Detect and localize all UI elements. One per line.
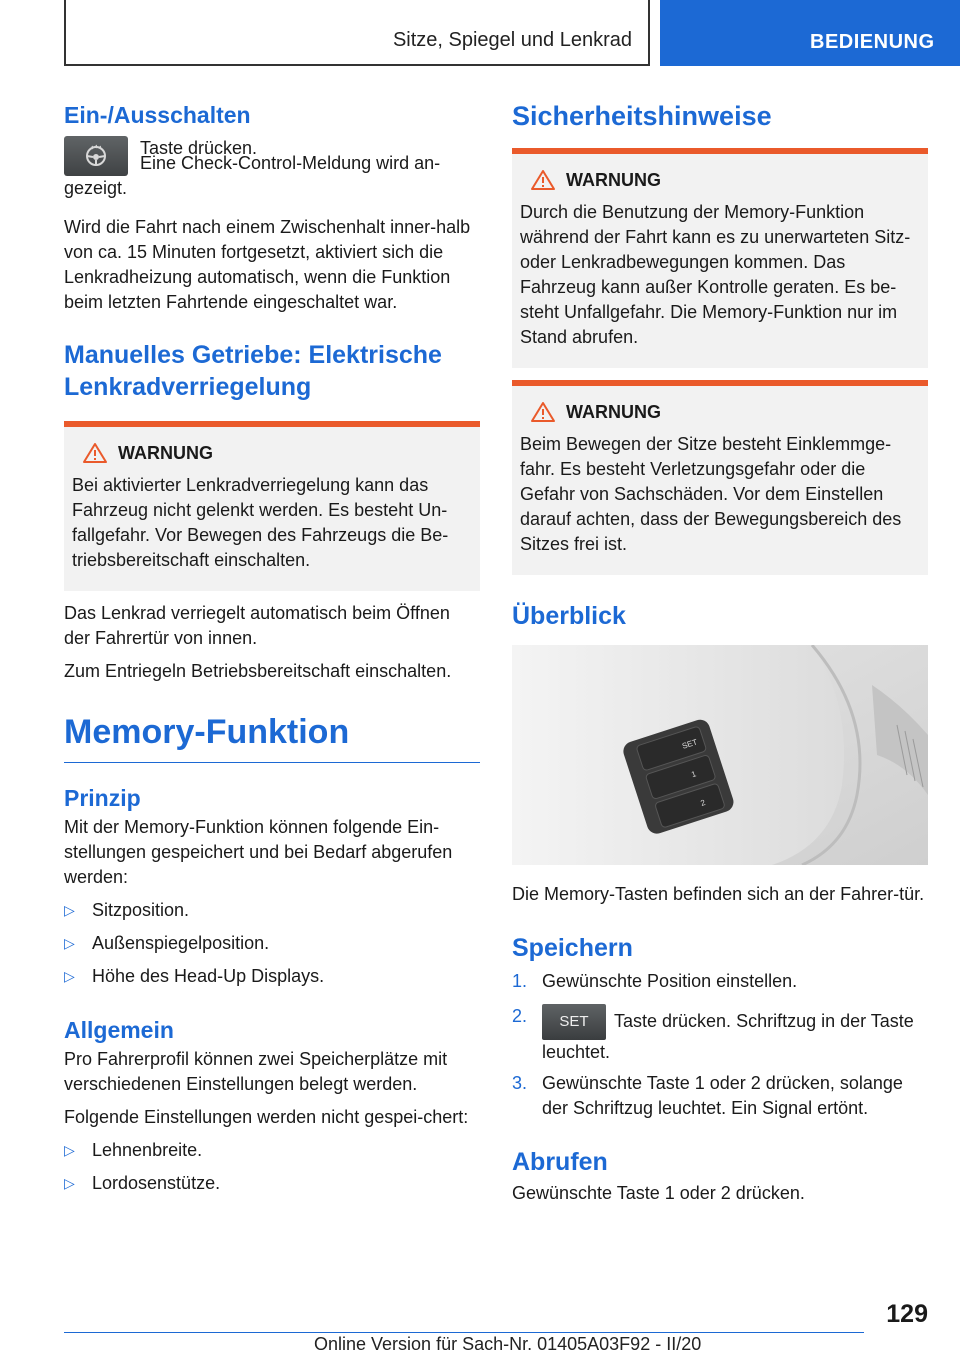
warning-box-memory — [512, 148, 928, 368]
set-key-icon: SET — [542, 1004, 606, 1040]
list-item: ▷ Sitzposition. — [64, 898, 480, 923]
onoff-heading: Ein-/Ausschalten — [64, 102, 251, 128]
onoff-step1: Taste drücken. — [140, 138, 258, 158]
steering-wheel-heating-key-icon — [64, 136, 128, 176]
warning-box-lock — [64, 421, 480, 591]
lock-paragraph-2: Zum Entriegeln Betriebsbereitschaft einschalten. — [64, 661, 452, 681]
warning-title — [530, 168, 920, 192]
prinzip-text: Mit der Memory-Funktion können folgende Ein-stellungen gespeichert und bei Bedarf abgerufen werden: — [64, 817, 453, 887]
lock-heading: Manuelles Getriebe: Elektrische Lenkradverriegelung — [64, 341, 442, 401]
page-header — [0, 0, 960, 66]
page-number: 129 — [886, 1300, 928, 1328]
warning-text: Bei aktivierter Lenkradverriegelung kann das Fahrzeug nicht gelenkt werden. Es besteht Un-fallgefahr. Vor Bewegen des Fahrzeugs die Be-triebsbereitschaft einschalten. — [72, 475, 449, 570]
overview-caption: Die Memory-Tasten befinden sich an der Fahrer-tür. — [512, 884, 925, 904]
warning-text: Durch die Benutzung der Memory-Funktion während der Fahrt kann es zu unerwarteten Sitz- oder Lenkradbewegungen kommen. Das Fahrzeug kann außer Kontrolle geraten. Es be-steht Unfallgefahr. Die Memory-Funktion nur im Stand abrufen. — [520, 202, 911, 347]
allgemein-heading: Allgemein — [64, 1017, 174, 1043]
warning-triangle-icon — [530, 401, 556, 423]
bullet-triangle-icon: ▷ — [64, 1175, 75, 1191]
section-tab — [64, 0, 650, 66]
overview-heading: Überblick — [512, 602, 626, 630]
list-item: ▷ Höhe des Head-Up Displays. — [64, 964, 480, 989]
list-item: 2. SET Taste drücken. Schriftzug in der Taste leuchtet. — [512, 1006, 914, 1062]
footer-online-version: Online Version für Sach-Nr. 01405A03F92 - II/20 — [314, 1334, 702, 1354]
warning-title — [82, 441, 472, 465]
warning-title-text: WARNUNG — [566, 170, 661, 190]
chapter-title: BEDIENUNG — [810, 31, 935, 53]
warning-box-seats — [512, 380, 928, 575]
onoff-step2: Eine Check-Control-Meldung wird an-gezeigt. — [64, 153, 441, 198]
warning-text: Beim Bewegen der Sitze besteht Einklemmge-fahr. Es besteht Verletzungsgefahr oder die Gefahr von Sachschäden. Vor dem Einstellen darauf achten, dass der Bewegungsbereich des Sitzes frei ist. — [520, 434, 902, 554]
list-item: ▷ Lordosenstütze. — [64, 1171, 480, 1196]
recall-text: Gewünschte Taste 1 oder 2 drücken. — [512, 1183, 805, 1203]
recall-heading: Abrufen — [512, 1148, 608, 1176]
footer-rule — [64, 1332, 864, 1333]
allgemein-text-2: Folgende Einstellungen werden nicht gespei-chert: — [64, 1107, 469, 1127]
prinzip-list — [64, 898, 480, 989]
prinzip-heading: Prinzip — [64, 785, 141, 811]
list-item: ▷ Außenspiegelposition. — [64, 931, 480, 956]
photo-label-set: SET — [680, 737, 699, 751]
section-title: Sitze, Spiegel und Lenkrad — [392, 29, 632, 51]
left-column — [64, 100, 480, 1196]
bullet-triangle-icon: ▷ — [64, 1142, 75, 1158]
lock-paragraph-1: Das Lenkrad verriegelt automatisch beim Öffnen der Fahrertür von innen. — [64, 603, 450, 648]
save-steps — [512, 969, 928, 1121]
right-column — [512, 100, 928, 1206]
warning-title-text: WARNUNG — [566, 402, 661, 422]
memory-buttons-photo — [512, 645, 928, 865]
list-item: 1. Gewünschte Position einstellen. — [512, 971, 798, 991]
steering-wheel-icon — [84, 144, 108, 168]
warning-triangle-icon — [530, 169, 556, 191]
memory-heading-block — [64, 710, 480, 763]
save-heading: Speichern — [512, 934, 633, 962]
memory-heading: Memory-Funktion — [64, 713, 350, 751]
safety-heading: Sicherheitshinweise — [512, 101, 772, 131]
bullet-triangle-icon: ▷ — [64, 935, 75, 951]
photo-label-2: 2 — [699, 797, 707, 808]
list-item: ▷ Lehnenbreite. — [64, 1138, 480, 1163]
warning-title — [530, 400, 920, 424]
chapter-tab — [660, 0, 960, 66]
bullet-triangle-icon: ▷ — [64, 968, 75, 984]
allgemein-list — [64, 1138, 480, 1196]
allgemein-text-1: Pro Fahrerprofil können zwei Speicherplätze mit verschiedenen Einstellungen belegt werden. — [64, 1049, 448, 1094]
bullet-triangle-icon: ▷ — [64, 902, 75, 918]
warning-triangle-icon — [82, 442, 108, 464]
photo-label-1: 1 — [690, 769, 698, 780]
list-item: 3. Gewünschte Taste 1 oder 2 drücken, solange der Schriftzug leuchtet. Ein Signal ertönt. — [512, 1073, 903, 1118]
warning-title-text: WARNUNG — [118, 443, 213, 463]
onoff-paragraph: Wird die Fahrt nach einem Zwischenhalt inner-halb von ca. 15 Minuten fortgesetzt, aktiviert sich die Lenkradheizung automatisch, wenn die Funktion beim letzten Fahrtende eingeschaltet war. — [64, 217, 471, 312]
